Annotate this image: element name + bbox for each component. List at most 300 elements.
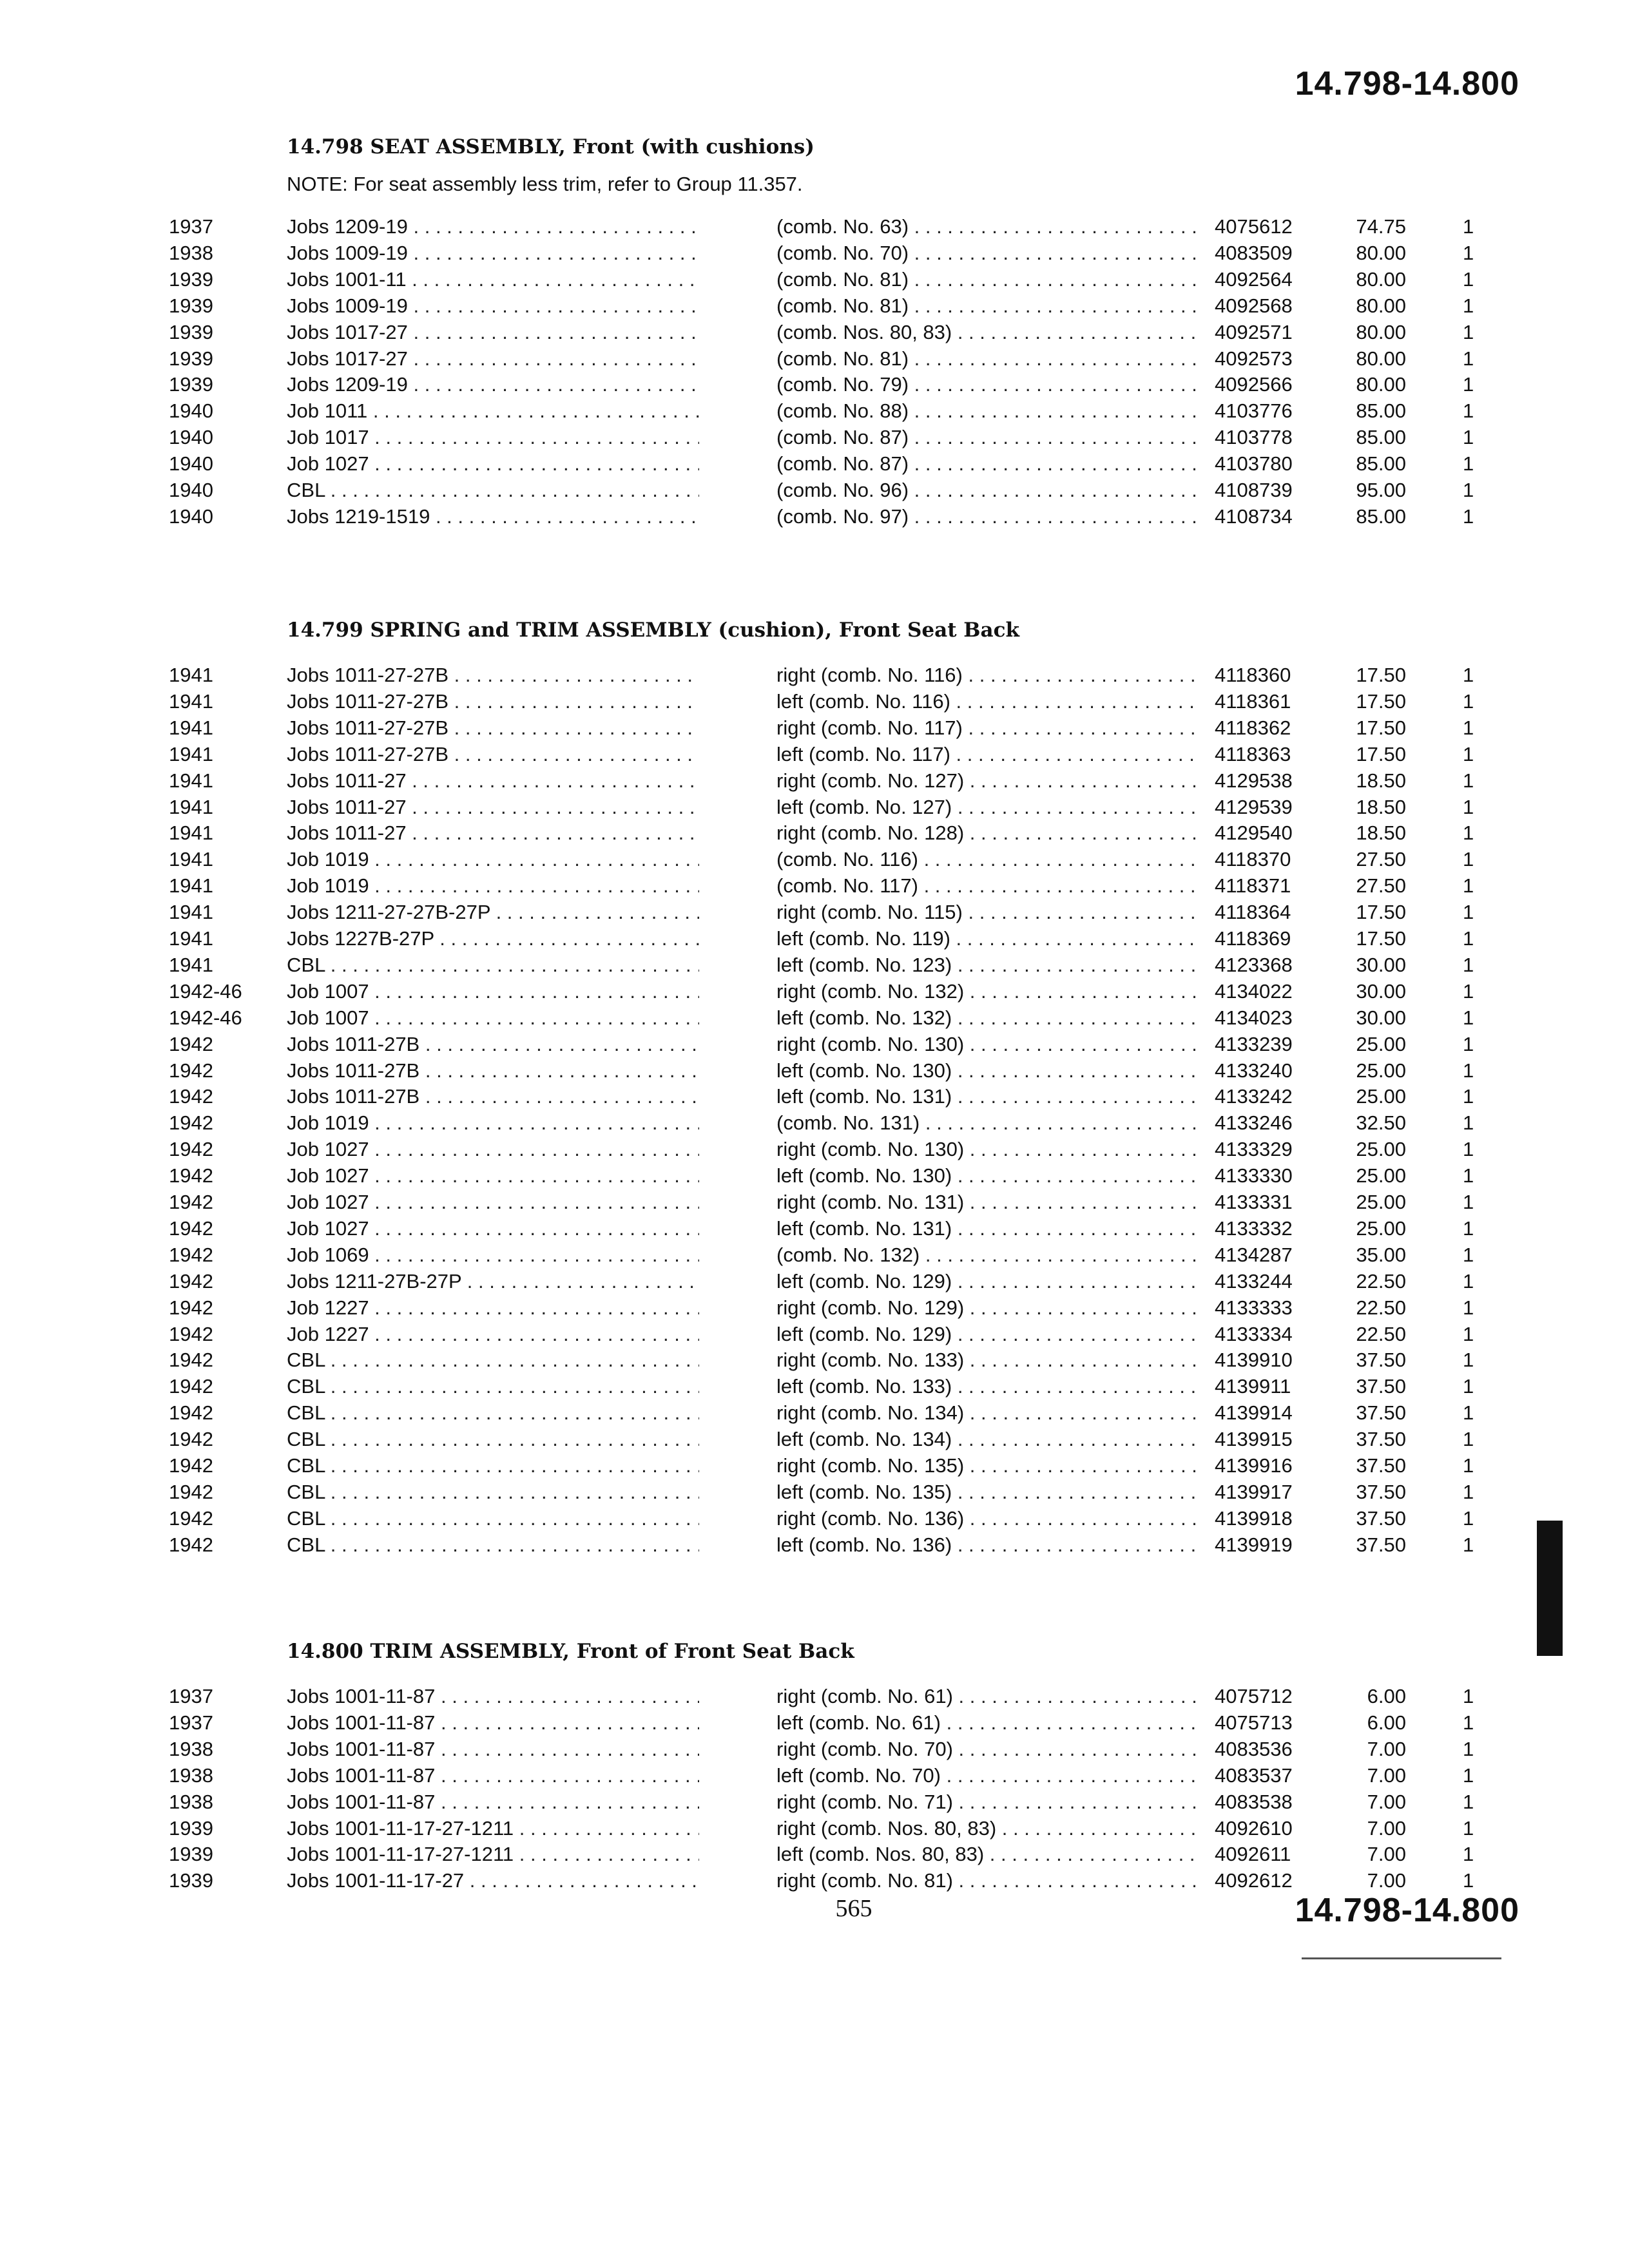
quantity: 1 — [1463, 1816, 1474, 1840]
quantity: 1 — [1463, 1059, 1474, 1082]
table-row — [0, 372, 1629, 398]
model-year: 1942-46 — [169, 1006, 242, 1029]
list-price: 17.50 — [1356, 664, 1406, 686]
description: left (comb. No. 136) . . . — [776, 1532, 1195, 1558]
job-numbers: CBL . . . — [287, 1506, 699, 1532]
quantity: 1 — [1463, 1296, 1474, 1319]
job-numbers: Job 1027 . . . — [287, 1189, 699, 1215]
description: right (comb. No. 129) . . . — [776, 1295, 1195, 1321]
list-price: 80.00 — [1356, 294, 1406, 317]
model-year: 1940 — [169, 426, 213, 449]
job-numbers: Jobs 1011-27-27B . . . — [287, 689, 699, 715]
table-row — [0, 1321, 1629, 1347]
description: right (comb. No. 70) . . . — [776, 1736, 1195, 1762]
table-row — [0, 926, 1629, 952]
job-numbers: Jobs 1211-27B-27P . . . — [287, 1269, 699, 1294]
description: (comb. Nos. 80, 83) . . . — [776, 320, 1195, 345]
part-number: 4129539 — [1215, 795, 1293, 818]
part-number: 4118362 — [1215, 716, 1291, 739]
table-row — [0, 1736, 1629, 1762]
quantity: 1 — [1463, 901, 1474, 924]
part-number: 4133240 — [1215, 1059, 1293, 1082]
quantity: 1 — [1463, 716, 1474, 739]
model-year: 1941 — [169, 953, 213, 976]
job-numbers: Jobs 1011-27 . . . — [287, 768, 699, 794]
quantity: 1 — [1463, 479, 1474, 501]
quantity: 1 — [1463, 241, 1474, 264]
model-year: 1942 — [169, 1059, 213, 1082]
table-row — [0, 847, 1629, 872]
job-numbers: Jobs 1001-11 . . . — [287, 267, 699, 293]
list-price: 27.50 — [1356, 874, 1406, 898]
part-number: 4092611 — [1215, 1843, 1291, 1866]
quantity: 1 — [1463, 1869, 1474, 1892]
table-row — [0, 1005, 1629, 1031]
part-number: 4092568 — [1215, 294, 1293, 317]
job-numbers: CBL . . . — [287, 1374, 699, 1399]
model-year: 1942 — [169, 1349, 213, 1372]
table-row — [0, 1479, 1629, 1505]
description: left (comb. No. 135) . . . — [776, 1479, 1195, 1505]
description: left (comb. No. 131) . . . — [776, 1084, 1195, 1110]
part-number: 4139918 — [1215, 1506, 1293, 1530]
description: right (comb. No. 136) . . . — [776, 1506, 1195, 1532]
list-price: 80.00 — [1356, 373, 1406, 396]
model-year: 1941 — [169, 689, 213, 713]
list-price: 17.50 — [1356, 716, 1406, 739]
list-price: 37.50 — [1356, 1349, 1406, 1372]
table-row — [0, 451, 1629, 477]
quantity: 1 — [1463, 1480, 1474, 1503]
job-numbers: Job 1227 . . . — [287, 1295, 699, 1321]
quantity: 1 — [1463, 1269, 1474, 1293]
job-numbers: Jobs 1219-1519 . . . — [287, 504, 699, 530]
part-number: 4134287 — [1215, 1243, 1293, 1266]
quantity: 1 — [1463, 1164, 1474, 1187]
table-row — [0, 1684, 1629, 1709]
list-price: 37.50 — [1356, 1506, 1406, 1530]
footer-group-range: 14.798-14.800 — [1295, 1892, 1519, 1929]
quantity: 1 — [1463, 874, 1474, 898]
part-number: 4118370 — [1215, 848, 1291, 871]
scan-artifact-line — [1302, 1957, 1501, 1959]
list-price: 85.00 — [1356, 505, 1406, 528]
quantity: 1 — [1463, 1349, 1474, 1372]
table-row — [0, 504, 1629, 530]
model-year: 1941 — [169, 795, 213, 818]
quantity: 1 — [1463, 822, 1474, 845]
table-row — [0, 1163, 1629, 1189]
quantity: 1 — [1463, 399, 1474, 423]
list-price: 95.00 — [1356, 479, 1406, 501]
list-price: 18.50 — [1356, 822, 1406, 845]
quantity: 1 — [1463, 664, 1474, 686]
model-year: 1942 — [169, 1243, 213, 1266]
job-numbers: Jobs 1211-27-27B-27P . . . — [287, 899, 699, 925]
model-year: 1942 — [169, 1191, 213, 1213]
table-row — [0, 1189, 1629, 1215]
part-number: 4075612 — [1215, 215, 1293, 238]
part-number: 4118364 — [1215, 901, 1291, 924]
table-row — [0, 240, 1629, 266]
part-number: 4129538 — [1215, 769, 1293, 792]
job-numbers: Jobs 1011-27-27B . . . — [287, 742, 699, 767]
part-number: 4075713 — [1215, 1711, 1293, 1734]
job-numbers: Job 1011 . . . — [287, 398, 699, 424]
description: (comb. No. 116) . . . — [776, 847, 1195, 872]
list-price: 37.50 — [1356, 1533, 1406, 1556]
quantity: 1 — [1463, 215, 1474, 238]
job-numbers: Jobs 1001-11-87 . . . — [287, 1736, 699, 1762]
list-price: 37.50 — [1356, 1375, 1406, 1398]
quantity: 1 — [1463, 1032, 1474, 1055]
table-row — [0, 1084, 1629, 1110]
description: right (comb. No. 131) . . . — [776, 1189, 1195, 1215]
job-numbers: Jobs 1001-11-87 . . . — [287, 1789, 699, 1815]
part-number: 4083509 — [1215, 241, 1293, 264]
job-numbers: Job 1027 . . . — [287, 1137, 699, 1162]
list-price: 7.00 — [1367, 1763, 1406, 1787]
description: (comb. No. 117) . . . — [776, 873, 1195, 899]
part-number: 4108739 — [1215, 479, 1293, 501]
quantity: 1 — [1463, 1111, 1474, 1135]
table-row — [0, 1137, 1629, 1162]
list-price: 85.00 — [1356, 399, 1406, 423]
model-year: 1939 — [169, 1843, 213, 1866]
job-numbers: Jobs 1011-27B . . . — [287, 1032, 699, 1057]
list-price: 6.00 — [1367, 1711, 1406, 1734]
model-year: 1942 — [169, 1216, 213, 1240]
quantity: 1 — [1463, 1085, 1474, 1108]
table-row — [0, 1868, 1629, 1894]
model-year: 1942 — [169, 1164, 213, 1187]
job-numbers: Job 1027 . . . — [287, 1216, 699, 1242]
job-numbers: Jobs 1017-27 . . . — [287, 320, 699, 345]
quantity: 1 — [1463, 1711, 1474, 1734]
model-year: 1941 — [169, 874, 213, 898]
quantity: 1 — [1463, 294, 1474, 317]
table-row — [0, 1374, 1629, 1399]
part-number: 4133329 — [1215, 1138, 1293, 1161]
list-price: 17.50 — [1356, 927, 1406, 950]
model-year: 1942 — [169, 1506, 213, 1530]
description: left (comb. No. 70) . . . — [776, 1763, 1195, 1789]
quantity: 1 — [1463, 267, 1474, 291]
description: (comb. No. 70) . . . — [776, 240, 1195, 266]
job-numbers: Job 1007 . . . — [287, 979, 699, 1004]
description: (comb. No. 63) . . . — [776, 214, 1195, 240]
table-row — [0, 768, 1629, 794]
table-row — [0, 1347, 1629, 1373]
part-number: 4134023 — [1215, 1006, 1293, 1029]
quantity: 1 — [1463, 1737, 1474, 1760]
description: (comb. No. 131) . . . — [776, 1110, 1195, 1136]
job-numbers: Jobs 1011-27-27B . . . — [287, 715, 699, 741]
model-year: 1941 — [169, 664, 213, 686]
description: left (comb. No. 129) . . . — [776, 1321, 1195, 1347]
model-year: 1940 — [169, 452, 213, 476]
description: right (comb. No. 128) . . . — [776, 820, 1195, 846]
quantity: 1 — [1463, 1322, 1474, 1345]
table-row — [0, 952, 1629, 978]
model-year: 1942 — [169, 1322, 213, 1345]
job-numbers: Jobs 1209-19 . . . — [287, 214, 699, 240]
model-year: 1938 — [169, 1763, 213, 1787]
job-numbers: Job 1069 . . . — [287, 1242, 699, 1268]
list-price: 37.50 — [1356, 1401, 1406, 1425]
table-row — [0, 1242, 1629, 1268]
list-price: 80.00 — [1356, 267, 1406, 291]
model-year: 1942 — [169, 1111, 213, 1135]
header-group-range: 14.798-14.800 — [1295, 65, 1519, 102]
list-price: 30.00 — [1356, 1006, 1406, 1029]
model-year: 1937 — [169, 215, 213, 238]
table-row — [0, 398, 1629, 424]
job-numbers: Job 1019 . . . — [287, 847, 699, 872]
model-year: 1940 — [169, 399, 213, 423]
table-row — [0, 1506, 1629, 1532]
model-year: 1940 — [169, 505, 213, 528]
model-year: 1941 — [169, 901, 213, 924]
model-year: 1939 — [169, 294, 213, 317]
table-row — [0, 1032, 1629, 1057]
description: (comb. No. 97) . . . — [776, 504, 1195, 530]
list-price: 35.00 — [1356, 1243, 1406, 1266]
model-year: 1942 — [169, 1032, 213, 1055]
quantity: 1 — [1463, 953, 1474, 976]
description: right (comb. No. 61) . . . — [776, 1684, 1195, 1709]
model-year: 1941 — [169, 716, 213, 739]
job-numbers: Job 1007 . . . — [287, 1005, 699, 1031]
description: right (comb. No. 116) . . . — [776, 662, 1195, 688]
list-price: 25.00 — [1356, 1216, 1406, 1240]
list-price: 80.00 — [1356, 347, 1406, 370]
part-number: 4139910 — [1215, 1349, 1293, 1372]
list-price: 7.00 — [1367, 1816, 1406, 1840]
part-number: 4133331 — [1215, 1191, 1293, 1213]
part-number: 4139919 — [1215, 1533, 1293, 1556]
quantity: 1 — [1463, 1138, 1474, 1161]
list-price: 7.00 — [1367, 1869, 1406, 1892]
list-price: 7.00 — [1367, 1843, 1406, 1866]
description: right (comb. No. 135) . . . — [776, 1453, 1195, 1479]
model-year: 1942 — [169, 1269, 213, 1293]
job-numbers: Job 1019 . . . — [287, 873, 699, 899]
description: (comb. No. 87) . . . — [776, 425, 1195, 450]
description: right (comb. No. 133) . . . — [776, 1347, 1195, 1373]
model-year: 1942-46 — [169, 979, 242, 1003]
table-row — [0, 1427, 1629, 1452]
table-row — [0, 1841, 1629, 1867]
table-row — [0, 1058, 1629, 1084]
table-row — [0, 794, 1629, 820]
description: left (comb. No. 117) . . . — [776, 742, 1195, 767]
description: right (comb. No. 130) . . . — [776, 1032, 1195, 1057]
part-number: 4139917 — [1215, 1480, 1293, 1503]
quantity: 1 — [1463, 979, 1474, 1003]
job-numbers: Jobs 1009-19 . . . — [287, 240, 699, 266]
job-numbers: Jobs 1011-27-27B . . . — [287, 662, 699, 688]
list-price: 6.00 — [1367, 1685, 1406, 1707]
quantity: 1 — [1463, 769, 1474, 792]
job-numbers: Job 1019 . . . — [287, 1110, 699, 1136]
part-number: 4133246 — [1215, 1111, 1293, 1135]
part-number: 4118361 — [1215, 689, 1291, 713]
table-row — [0, 293, 1629, 319]
description: (comb. No. 132) . . . — [776, 1242, 1195, 1268]
model-year: 1938 — [169, 241, 213, 264]
list-price: 85.00 — [1356, 452, 1406, 476]
part-number: 4133239 — [1215, 1032, 1293, 1055]
part-number: 4139914 — [1215, 1401, 1293, 1425]
list-price: 80.00 — [1356, 241, 1406, 264]
part-number: 4092566 — [1215, 373, 1293, 396]
table-row — [0, 1789, 1629, 1815]
description: (comb. No. 81) . . . — [776, 346, 1195, 372]
list-price: 80.00 — [1356, 320, 1406, 343]
model-year: 1941 — [169, 742, 213, 765]
table-row — [0, 1216, 1629, 1242]
part-number: 4133330 — [1215, 1164, 1293, 1187]
table-row — [0, 214, 1629, 240]
description: left (comb. No. 131) . . . — [776, 1216, 1195, 1242]
quantity: 1 — [1463, 452, 1474, 476]
part-number: 4103780 — [1215, 452, 1293, 476]
description: right (comb. No. 71) . . . — [776, 1789, 1195, 1815]
description: right (comb. No. 117) . . . — [776, 715, 1195, 741]
quantity: 1 — [1463, 1790, 1474, 1813]
table-row — [0, 899, 1629, 925]
table-row — [0, 689, 1629, 715]
table-row — [0, 267, 1629, 293]
index-tab-marker — [1537, 1521, 1563, 1656]
quantity: 1 — [1463, 1243, 1474, 1266]
list-price: 85.00 — [1356, 426, 1406, 449]
job-numbers: CBL . . . — [287, 952, 699, 978]
list-price: 74.75 — [1356, 215, 1406, 238]
part-number: 4133242 — [1215, 1085, 1293, 1108]
model-year: 1942 — [169, 1296, 213, 1319]
part-number: 4083537 — [1215, 1763, 1293, 1787]
job-numbers: CBL . . . — [287, 1479, 699, 1505]
description: left (comb. No. 127) . . . — [776, 794, 1195, 820]
quantity: 1 — [1463, 1763, 1474, 1787]
table-row — [0, 320, 1629, 345]
table-row — [0, 873, 1629, 899]
quantity: 1 — [1463, 742, 1474, 765]
section-title: 14.799 SPRING and TRIM ASSEMBLY (cushion), Front Seat Back — [287, 619, 1019, 642]
table-row — [0, 1295, 1629, 1321]
model-year: 1942 — [169, 1138, 213, 1161]
part-number: 4139915 — [1215, 1428, 1293, 1451]
part-number: 4118360 — [1215, 664, 1291, 686]
section-note: NOTE: For seat assembly less trim, refer to Group 11.357. — [287, 173, 803, 195]
description: (comb. No. 79) . . . — [776, 372, 1195, 398]
job-numbers: Jobs 1001-11-17-27-1211 . . . — [287, 1841, 699, 1867]
model-year: 1939 — [169, 1869, 213, 1892]
quantity: 1 — [1463, 1375, 1474, 1398]
job-numbers: Jobs 1011-27B . . . — [287, 1084, 699, 1110]
list-price: 25.00 — [1356, 1138, 1406, 1161]
description: left (comb. No. 132) . . . — [776, 1005, 1195, 1031]
description: left (comb. No. 61) . . . — [776, 1710, 1195, 1736]
description: right (comb. No. 127) . . . — [776, 768, 1195, 794]
model-year: 1942 — [169, 1375, 213, 1398]
table-row — [0, 346, 1629, 372]
part-number: 4092564 — [1215, 267, 1293, 291]
table-row — [0, 1453, 1629, 1479]
part-number: 4133332 — [1215, 1216, 1293, 1240]
part-number: 4083538 — [1215, 1790, 1293, 1813]
list-price: 25.00 — [1356, 1059, 1406, 1082]
description: right (comb. No. 81) . . . — [776, 1868, 1195, 1894]
job-numbers: Jobs 1001-11-87 . . . — [287, 1710, 699, 1736]
quantity: 1 — [1463, 1506, 1474, 1530]
part-number: 4139916 — [1215, 1454, 1293, 1477]
job-numbers: Job 1027 . . . — [287, 451, 699, 477]
model-year: 1937 — [169, 1711, 213, 1734]
section-title: 14.800 TRIM ASSEMBLY, Front of Front Seat Back — [287, 1640, 854, 1663]
list-price: 30.00 — [1356, 953, 1406, 976]
model-year: 1942 — [169, 1454, 213, 1477]
job-numbers: Jobs 1001-11-17-27-1211 . . . — [287, 1816, 699, 1841]
job-numbers: Jobs 1011-27B . . . — [287, 1058, 699, 1084]
list-price: 37.50 — [1356, 1428, 1406, 1451]
quantity: 1 — [1463, 1533, 1474, 1556]
quantity: 1 — [1463, 848, 1474, 871]
description: left (comb. No. 133) . . . — [776, 1374, 1195, 1399]
quantity: 1 — [1463, 927, 1474, 950]
table-row — [0, 979, 1629, 1004]
job-numbers: Jobs 1227B-27P . . . — [287, 926, 699, 952]
description: left (comb. No. 129) . . . — [776, 1269, 1195, 1294]
page-number: 565 — [835, 1895, 872, 1922]
description: right (comb. Nos. 80, 83) . . . — [776, 1816, 1195, 1841]
table-row — [0, 425, 1629, 450]
description: (comb. No. 88) . . . — [776, 398, 1195, 424]
description: (comb. No. 81) . . . — [776, 293, 1195, 319]
model-year: 1942 — [169, 1480, 213, 1503]
table-row — [0, 1763, 1629, 1789]
part-number: 4118363 — [1215, 742, 1291, 765]
description: left (comb. No. 134) . . . — [776, 1427, 1195, 1452]
table-row — [0, 1710, 1629, 1736]
model-year: 1942 — [169, 1401, 213, 1425]
model-year: 1942 — [169, 1533, 213, 1556]
description: left (comb. No. 116) . . . — [776, 689, 1195, 715]
table-row — [0, 1110, 1629, 1136]
job-numbers: CBL . . . — [287, 477, 699, 503]
list-price: 18.50 — [1356, 769, 1406, 792]
model-year: 1941 — [169, 822, 213, 845]
list-price: 25.00 — [1356, 1032, 1406, 1055]
part-number: 4118371 — [1215, 874, 1291, 898]
list-price: 17.50 — [1356, 742, 1406, 765]
table-row — [0, 1532, 1629, 1558]
description: (comb. No. 96) . . . — [776, 477, 1195, 503]
part-number: 4103778 — [1215, 426, 1293, 449]
quantity: 1 — [1463, 373, 1474, 396]
job-numbers: Jobs 1209-19 . . . — [287, 372, 699, 398]
job-numbers: Jobs 1009-19 . . . — [287, 293, 699, 319]
list-price: 32.50 — [1356, 1111, 1406, 1135]
job-numbers: Jobs 1001-11-87 . . . — [287, 1684, 699, 1709]
job-numbers: Jobs 1011-27 . . . — [287, 794, 699, 820]
list-price: 25.00 — [1356, 1164, 1406, 1187]
model-year: 1938 — [169, 1790, 213, 1813]
table-row — [0, 477, 1629, 503]
list-price: 37.50 — [1356, 1480, 1406, 1503]
